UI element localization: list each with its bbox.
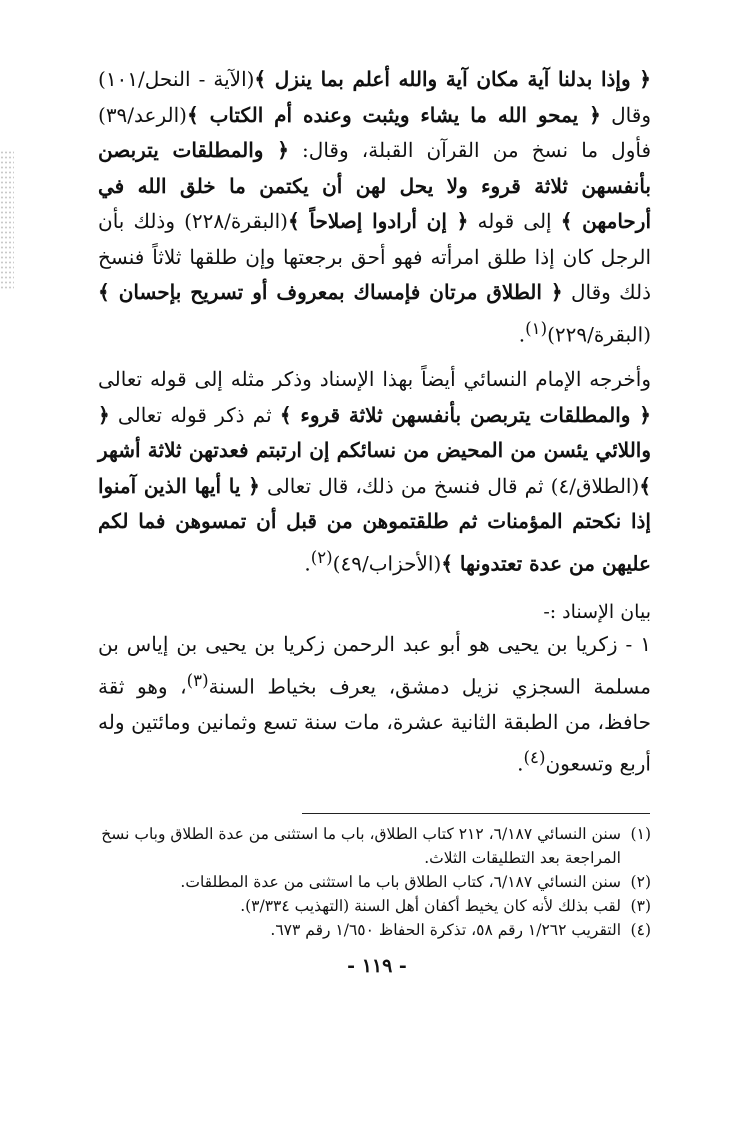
body-text: وأخرجه الإمام النسائي أيضاً بهذا الإسناد وذكر مثله إلى قوله تعالى <box>98 367 651 391</box>
paragraph-1 <box>98 62 651 353</box>
citation-text: (الأحزاب/٤٩) <box>332 551 442 576</box>
footnote-marker: (٤) <box>523 748 546 768</box>
body-text: إلى قوله <box>468 209 561 233</box>
footnote-text: سنن النسائي ٦/١٨٧، ٢١٢ كتاب الطلاق، باب ما استثنى من عدة الطلاق وباب نسخ المراجعة بعد التطليقات الثلاث. <box>101 825 621 867</box>
footnote-text: لقب بذلك لأنه كان يخيط أكفان أهل السنة (التهذيب ٣/٣٣٤). <box>240 897 621 915</box>
footnotes <box>98 822 651 942</box>
period: . <box>304 551 311 576</box>
footnote-1 <box>98 822 651 870</box>
footnote-4 <box>98 918 651 942</box>
footnote-2 <box>98 870 651 894</box>
footnote-marker: (١) <box>525 318 548 338</box>
quran-verse: ﴿ يمحو الله ما يشاء ويثبت وعنده أم الكتاب ﴾ <box>186 102 601 127</box>
footnote-text: التقريب ١/٢٦٢ رقم ٥٨، تذكرة الحفاظ ١/٦٥٠ رقم ٦٧٣. <box>270 921 621 939</box>
footnote-number: (١) <box>630 825 651 843</box>
footnote-number: (٢) <box>630 873 651 891</box>
quran-verse: ﴿ والمطلقات يتربصن بأنفسهن ثلاثة قروء ﴾ <box>279 402 651 427</box>
footnote-number: (٤) <box>630 921 651 939</box>
footnote-marker: (٢) <box>310 547 333 567</box>
period: . <box>518 322 526 347</box>
citation-text: (الآية - النحل/١٠١) وقال <box>98 67 651 127</box>
isnad-heading: بيان الإسناد :- <box>543 601 651 623</box>
citation-text: (الطلاق/٤) ثم قال فنسخ من ذلك، قال تعالى <box>259 473 640 498</box>
isnad-paragraph <box>98 627 651 782</box>
body-text: ثم ذكر قوله تعالى <box>109 402 280 427</box>
page-number: - ١١٩ - <box>347 955 407 977</box>
body-text: ، وهو ثقة حافظ، من الطبقة الثانية عشرة، مات سنة تسع وثمانين ومائتين وله أربع وتسعون <box>98 674 651 776</box>
paragraph-2 <box>98 362 651 582</box>
footnote-number: (٣) <box>630 897 651 915</box>
quran-verse: ﴿ والمطلقات يتربصن بأنفسهن ثلاثة قروء ولا يحل لهن أن يكتمن ما خلق الله في أرحامهن ﴾ <box>98 138 651 233</box>
quran-verse: ﴿ وإذا بدلنا آية مكان آية والله أعلم بما ينزل ﴾ <box>254 67 651 91</box>
footnote-marker: (٣) <box>186 670 209 690</box>
period: . <box>517 751 524 776</box>
quran-verse: ﴿ يا أيها الذين آمنوا إذا نكحتم المؤمنات ثم طلقتموهن من قبل أن تمسوهن فما لكم عليهن من عدة تعتدونها ﴾ <box>98 473 651 576</box>
quran-verse: ﴿ الطلاق مرتان فإمساك بمعروف أو تسريح بإحسان ﴾ <box>98 280 563 304</box>
footnote-text: سنن النسائي ٦/١٨٧، كتاب الطلاق باب ما استثنى من عدة المطلقات. <box>180 873 621 891</box>
body-text: ١ - زكريا بن يحيى هو أبو عبد الرحمن زكريا بن يحيى بن إياس بن مسلمة السجزي نزيل دمشق، يعرف بخياط السنة <box>98 632 651 699</box>
citation-text: (البقرة/٢٢٩) <box>547 322 651 347</box>
body-text: (البقرة/٢٢٨) وذلك بأن الرجل كان إذا طلق امرأته فهو أحق برجعتها وإن طلقها ثلاثاً فنسخ ذلك وقال <box>98 209 652 304</box>
quran-verse: ﴿ واللائي يئسن من المحيض من نسائكم إن ارتبتم فعدتهن ثلاثة أشهر ﴾ <box>98 402 651 498</box>
footnote-3 <box>98 894 651 918</box>
quran-verse: ﴿ إن أرادوا إصلاحاً ﴾ <box>287 209 469 233</box>
footnote-divider <box>302 813 650 814</box>
citation-text: (الرعد/٣٩) فأول ما نسخ من القرآن القبلة، وقال: <box>98 102 652 162</box>
scan-edge-noise <box>0 150 14 290</box>
